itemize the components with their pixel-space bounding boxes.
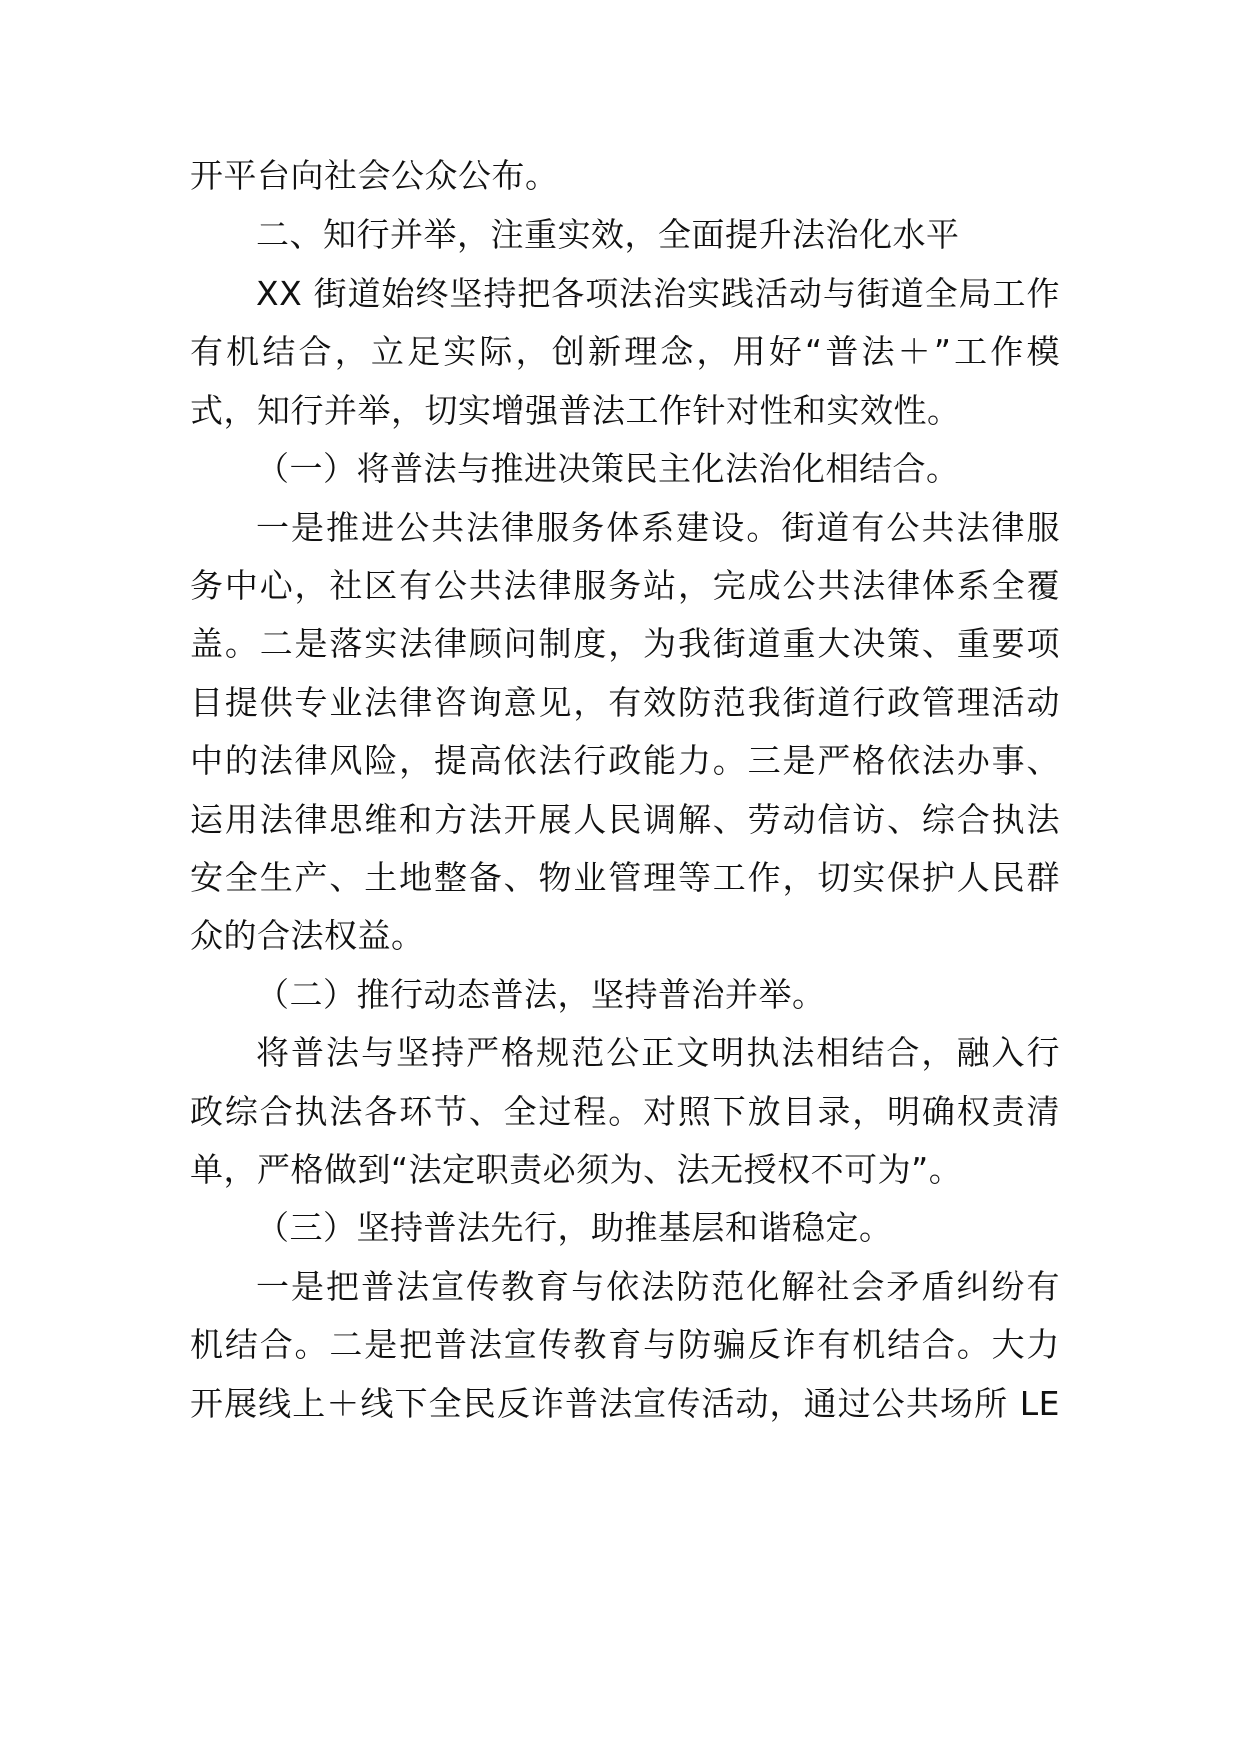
paragraph-line: 将普法与坚持严格规范公正文明执法相结合，融入行 <box>256 1033 1060 1072</box>
paragraph-line: 式，知行并举，切实增强普法工作针对性和实效性。 <box>190 391 961 430</box>
section-heading: 二、知行并举，注重实效，全面提升法治化水平 <box>256 215 960 254</box>
paragraph-line: XX 街道始终坚持把各项法治实践活动与街道全局工作 <box>256 274 1060 313</box>
paragraph-line: 开平台向社会公众公布。 <box>190 156 559 195</box>
paragraph-line: 有机结合，立足实际，创新理念，用好“普法＋”工作模 <box>190 332 1060 371</box>
paragraph-line: 众的合法权益。 <box>190 916 425 955</box>
subsection-heading: （二）推行动态普法，坚持普治并举。 <box>256 975 826 1014</box>
paragraph-line: 运用法律思维和方法开展人民调解、劳动信访、综合执法 <box>190 800 1060 839</box>
paragraph-line: 开展线上＋线下全民反诈普法宣传活动，通过公共场所 LE <box>190 1384 1060 1423</box>
paragraph-line: 一是把普法宣传教育与依法防范化解社会矛盾纠纷有 <box>256 1267 1060 1306</box>
paragraph-line: 单，严格做到“法定职责必须为、法无授权不可为”。 <box>190 1150 963 1189</box>
paragraph-line: 中的法律风险，提高依法行政能力。三是严格依法办事、 <box>190 741 1060 780</box>
subsection-heading: （一）将普法与推进决策民主化法治化相结合。 <box>256 449 960 488</box>
paragraph-line: 安全生产、土地整备、物业管理等工作，切实保护人民群 <box>190 858 1060 897</box>
paragraph-line: 务中心，社区有公共法律服务站，完成公共法律体系全覆 <box>190 566 1060 605</box>
paragraph-line: 一是推进公共法律服务体系建设。街道有公共法律服 <box>256 508 1060 547</box>
subsection-heading: （三）坚持普法先行，助推基层和谐稳定。 <box>256 1208 893 1247</box>
paragraph-line: 政综合执法各环节、全过程。对照下放目录，明确权责清 <box>190 1092 1060 1131</box>
paragraph-line: 盖。二是落实法律顾问制度，为我街道重大决策、重要项 <box>190 624 1060 663</box>
paragraph-line: 机结合。二是把普法宣传教育与防骗反诈有机结合。大力 <box>190 1325 1060 1364</box>
paragraph-line: 目提供专业法律咨询意见，有效防范我街道行政管理活动 <box>190 683 1060 722</box>
